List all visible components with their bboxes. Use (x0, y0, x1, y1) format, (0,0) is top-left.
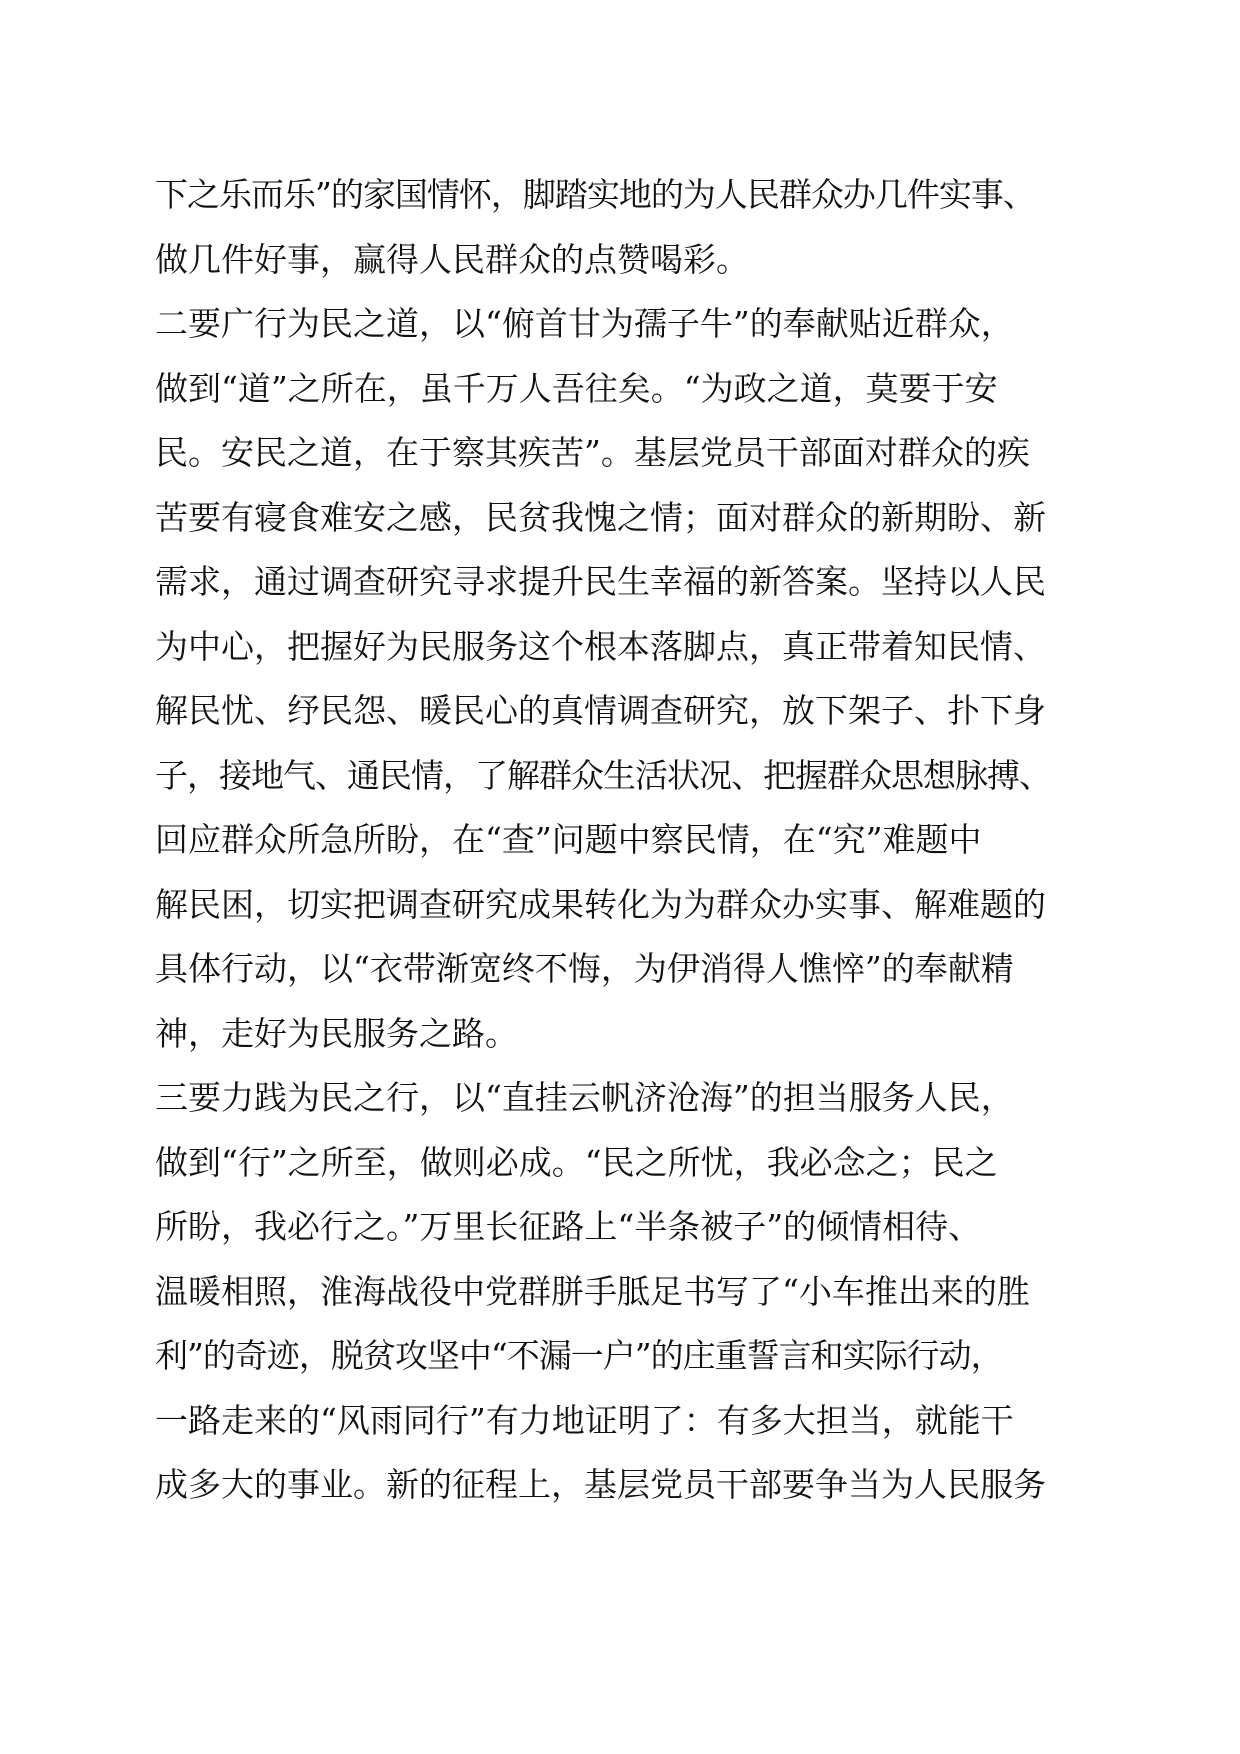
text-line: 三要力践为民之行，以“直挂云帆济沧海”的担当服务人民， (155, 1078, 1014, 1117)
text-line: 成多大的事业。新的征程上，基层党员干部要争当为人民服务 (155, 1465, 1046, 1504)
text-line: 做到“道”之所在，虽千万人吾往矣。“为政之道，莫要于安 (155, 368, 998, 408)
text-line: 子，接地气、通民情，了解群众生活状况、把握群众思想脉搏、 (155, 755, 1051, 795)
text-line: 为中心，把握好为民服务这个根本落脚点，真正带着知民情、 (155, 626, 1046, 666)
text-line: 做到“行”之所至，做则必成。“民之所忧，我必念之；民之 (155, 1142, 998, 1182)
text-line: 利”的奇迹，脱贫攻坚中“不漏一户”的庄重誓言和实际行动， (155, 1336, 1003, 1375)
text-line: 具体行动，以“衣带渐宽终不悔，为伊消得人憔悴”的奉献精 (155, 949, 1014, 988)
text-line: 温暖相照，淮海战役中党群胼手胝足书写了“小车推出来的胜 (155, 1271, 1030, 1311)
text-line: 所盼，我必行之。”万里长征路上“半条被子”的倾情相待、 (155, 1207, 982, 1246)
text-line: 一路走来的“风雨同行”有力地证明了：有多大担当，就能干 (155, 1400, 1014, 1440)
text-line: 苦要有寝食难安之感，民贫我愧之情；面对群众的新期盼、新 (155, 497, 1046, 537)
text-line: 回应群众所急所盼，在“查”问题中察民情，在“究”难题中 (155, 820, 982, 859)
text-line: 解民忧、纾民怨、暖民心的真情调查研究，放下架子、扑下身 (155, 691, 1046, 730)
text-line: 下之乐而乐”的家国情怀，脚踏实地的为人民群众办几件实事、 (155, 175, 1035, 214)
text-line: 解民困，切实把调查研究成果转化为为群众办实事、解难题的 (155, 884, 1046, 924)
text-line: 二要广行为民之道，以“俯首甘为孺子牛”的奉献贴近群众， (155, 304, 1014, 343)
text-line: 需求，通过调查研究寻求提升民生幸福的新答案。坚持以人民 (155, 562, 1046, 601)
text-line: 民。安民之道，在于察其疾苦”。基层党员干部面对群众的疾 (155, 433, 1030, 472)
document-body (155, 163, 1095, 1518)
text-line: 神，走好为民服务之路。 (155, 1013, 518, 1053)
text-line: 做几件好事，赢得人民群众的点赞喝彩。 (155, 239, 749, 279)
